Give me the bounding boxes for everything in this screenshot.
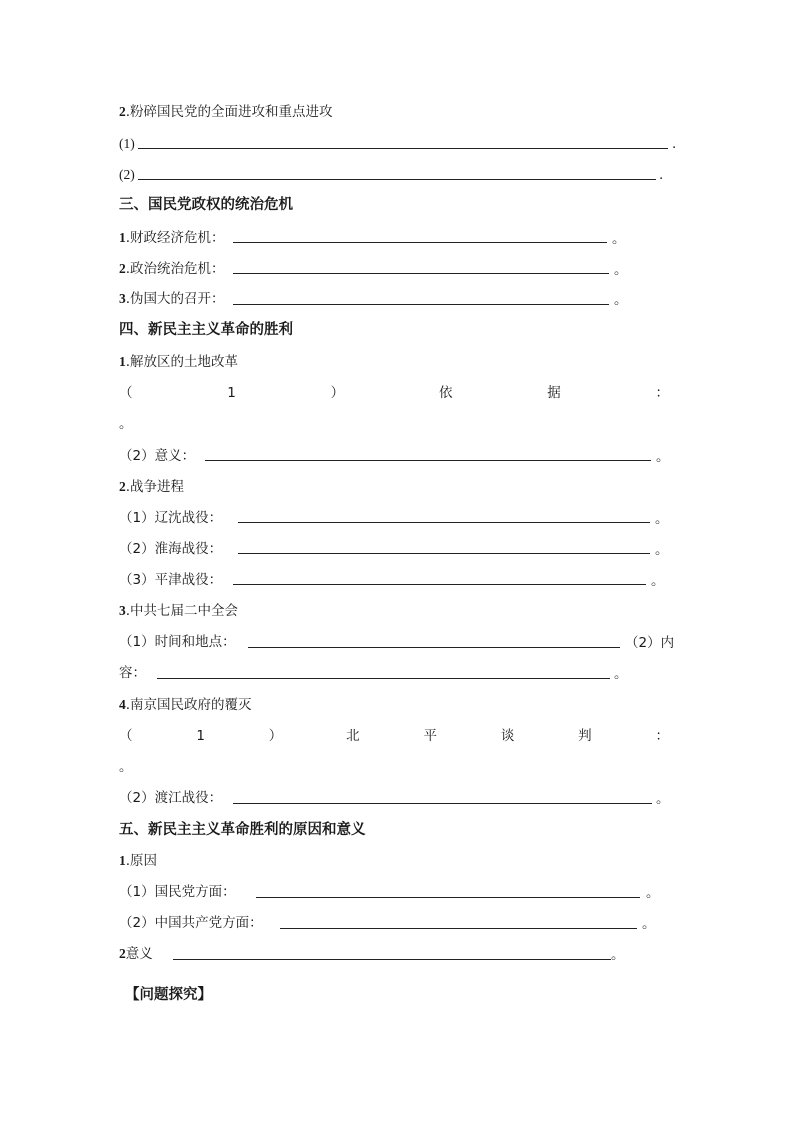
s4-p4-row-2-blank[interactable] — [233, 803, 652, 804]
s5-row-1-label: （1）国民党方面： — [119, 884, 236, 900]
s4-part-3-title: 3.中共七届二中全会 — [119, 603, 239, 619]
s4-part-2-title: 2.战争进程 — [119, 479, 185, 495]
s4-p2-row-3-end: 。 — [651, 573, 665, 589]
s4-p1-row-2-blank[interactable] — [205, 460, 651, 461]
s2-item-1-blank[interactable] — [138, 148, 668, 149]
s3-row-2-label: 2.政治统治危机： — [119, 261, 225, 277]
s5-row-2-label: （2）中国共产党方面： — [119, 915, 263, 931]
s4-p3-row-2-blank[interactable] — [157, 678, 610, 679]
s4-p1-basis-end: 。 — [119, 416, 133, 432]
section-2-title: 2.粉碎国民党的全面进攻和重点进攻 — [119, 104, 333, 120]
s2-item-2-end: . — [659, 167, 664, 183]
s4-p2-row-1-end: 。 — [655, 511, 669, 527]
s3-row-3-blank[interactable] — [233, 304, 609, 305]
s4-p2-row-2-end: 。 — [655, 542, 669, 558]
s4-p3-row-1b-label: （2）内 — [625, 635, 675, 651]
s4-p3-row-2-end: 。 — [614, 666, 628, 682]
s3-row-2-end: 。 — [614, 262, 628, 278]
s4-p1-row-2-label: （2）意义： — [119, 448, 196, 464]
s3-row-3-end: 。 — [614, 292, 628, 308]
s4-p3-row-1-blank[interactable] — [248, 647, 620, 648]
s5-row-1-end: 。 — [646, 885, 660, 901]
section-3-heading: 三、国民党政权的统治危机 — [119, 197, 293, 213]
s2-item-2-label: (2) — [119, 167, 135, 182]
s4-p4-row-2-label: （2）渡江战役： — [119, 790, 223, 806]
s4-p2-row-3-blank[interactable] — [233, 584, 646, 585]
s4-p2-row-2-label: （2）淮海战役： — [119, 541, 223, 557]
s2-item-1-label: (1) — [119, 136, 135, 151]
s4-p4-peace-talks-row: （ 1 ） 北 平 谈 判 ： — [119, 728, 669, 744]
s3-row-1-blank[interactable] — [233, 242, 607, 243]
s5-row-2-blank[interactable] — [280, 928, 637, 929]
s5-row-2-end: 。 — [642, 916, 656, 932]
s4-p4-row-2-end: 。 — [656, 791, 670, 807]
s5-part-1-title: 1.原因 — [119, 853, 158, 869]
s3-row-3-label: 3.伪国大的召开： — [119, 291, 225, 307]
s5-part-2-end: 。 — [611, 947, 625, 963]
s4-p2-row-1-blank[interactable] — [238, 522, 650, 523]
s4-part-4-title: 4.南京国民政府的覆灭 — [119, 697, 252, 713]
s4-p1-row-2-end: 。 — [656, 449, 670, 465]
s4-p3-row-1-label: （1）时间和地点： — [119, 634, 236, 650]
problem-exploration-heading: 【问题探究】 — [125, 987, 212, 1003]
s3-row-1-label: 1.财政经济危机： — [119, 230, 225, 246]
s5-part-2-blank[interactable] — [173, 959, 611, 960]
s4-part-1-title: 1.解放区的土地改革 — [119, 354, 239, 370]
s2-item-2-blank[interactable] — [138, 179, 656, 180]
s4-p3-row-2-label: 容： — [119, 665, 146, 681]
s2-item-1-end: . — [672, 136, 677, 152]
s3-row-2-blank[interactable] — [233, 273, 609, 274]
s4-p4-peace-talks-end: 。 — [119, 759, 133, 775]
s4-p1-basis-row: （ 1 ） 依 据 ： — [119, 385, 669, 401]
s4-p2-row-2-blank[interactable] — [238, 553, 650, 554]
s4-p2-row-1-label: （1）辽沈战役： — [119, 510, 223, 526]
s5-row-1-blank[interactable] — [256, 897, 640, 898]
section-4-heading: 四、新民主主义革命的胜利 — [119, 322, 293, 338]
s5-part-2-title: 2意义 — [119, 946, 153, 962]
s3-row-1-end: 。 — [612, 231, 626, 247]
s4-p2-row-3-label: （3）平津战役： — [119, 572, 223, 588]
section-5-heading: 五、新民主主义革命胜利的原因和意义 — [119, 822, 366, 838]
